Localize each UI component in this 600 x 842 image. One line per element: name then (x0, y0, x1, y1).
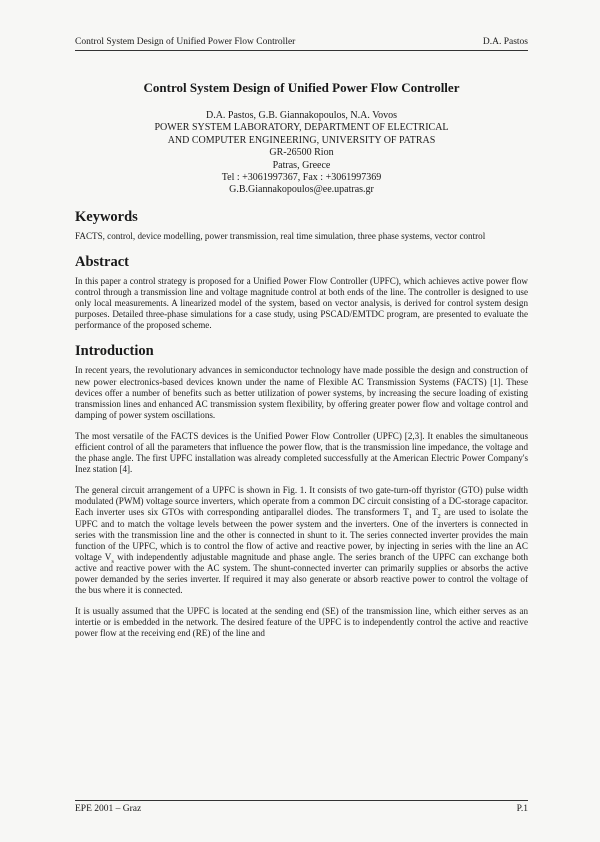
intro-paragraph-2: The most versatile of the FACTS devices is the Unified Power Flow Controller (UPFC) [2,3]. It enables the simultaneous efficient control of all the parameters that influence the power flow, that is the transmission line impedance, the voltage and the phase angle. The first UPFC installation was already completed successfully at the American Electric Power Company's Inez station [4]. (75, 430, 528, 475)
postal-code: GR-26500 Rion (269, 147, 334, 159)
city-country: Patras, Greece (272, 159, 331, 171)
running-header (75, 37, 528, 51)
running-footer (75, 800, 528, 814)
p3-part-c: are used to isolate the UPFC and to match the voltage levels between the power system and the inverters. One of the inverters is connected in series with the transmission line and the other is connected in shunt to it. The series connected inverter provides the main function of the UPFC, which is to control the flow of active and reactive power, by injecting in series with the line an AC voltage V (75, 507, 528, 562)
p3-part-d: with independently adjustable magnitude and phase angle. The series branch of the UPFC can exchange both active and reactive power with the AC system. The shunt-connected inverter can primarily supplies or absorbs the active power demanded by the series inverter. If required it may also generate or absorb reactive power to control the voltage of the bus where it is connected. (75, 551, 528, 596)
keywords-heading: Keywords (75, 208, 138, 225)
header-author: D.A. Pastos (482, 37, 528, 47)
abstract-heading: Abstract (75, 253, 129, 270)
intro-paragraph-4: It is usually assumed that the UPFC is located at the sending end (SE) of the transmission line, which either serves as an intertie or is embedded in the network. The desired feature of the UPFC is to independently control the active and reactive power flow at the receiving end (RE) of the line and (75, 606, 528, 639)
header-title: Control System Design of Unified Power Flow Controller (75, 37, 296, 47)
intro-paragraph-3 (75, 485, 528, 596)
affiliation-line-2: AND COMPUTER ENGINEERING, UNIVERSITY OF PATRAS (167, 134, 436, 146)
email-address: G.B.Giannakopoulos@ee.upatras.gr (229, 184, 374, 196)
author-block (75, 110, 528, 197)
phone-fax: Tel : +3061997367, Fax : +3061997369 (221, 172, 382, 184)
intro-paragraph-1: In recent years, the revolutionary advances in semiconductor technology have made possible the design and construction of new power electronics-based devices known under the name of Flexible AC Transmission Systems (FACTS) [1]. These devices offer a number of benefits such as better utilization of power systems, by increasing the secure loading of existing transmission lines and enhanced AC transmission system flexibility, by offering greater power flow and voltage control and damping of power system oscillations. (75, 365, 528, 420)
footer-conference: EPE 2001 – Graz (75, 804, 142, 814)
paper-title: Control System Design of Unified Power Flow Controller (143, 80, 460, 95)
page-number: P.1 (516, 804, 528, 814)
affiliation-line-1: POWER SYSTEM LABORATORY, DEPARTMENT OF ELECTRICAL (154, 122, 449, 134)
keywords-text: FACTS, control, device modelling, power transmission, real time simulation, three phase systems, vector control (75, 230, 486, 241)
p3-part-b: and T (412, 507, 438, 518)
p3-subscript-3: s (111, 557, 114, 565)
page-body (75, 80, 528, 649)
p3-subscript-1: 1 (408, 513, 412, 521)
p3-subscript-2: 2 (437, 513, 441, 521)
p3-part-a: The general circuit arrangement of a UPFC is shown in Fig. 1. It consists of two gate-turn-off thyristor (GTO) pulse width modulated (PWM) voltage source inverters, which operate from a common DC circuit consisting of a DC-storage capacitor. Each inverter uses six GTOs with corresponding antiparallel diodes. The transformers T (75, 485, 528, 518)
abstract-text: In this paper a control strategy is proposed for a Unified Power Flow Controller (UPFC), which achieves active power flow control through a transmission line and voltage magnitude control at both ends of the line. The controller is designed to use only local measurements. A linearized model of the system, based on vector analysis, is derived for control system design purposes. Detailed three-phase simulations for a case study, using PSCAD/EMTDC program, are presented to evaluate the performance of the proposed scheme. (75, 275, 528, 331)
author-names: D.A. Pastos, G.B. Giannakopoulos, N.A. Vovos (205, 110, 398, 121)
introduction-heading: Introduction (75, 343, 154, 360)
